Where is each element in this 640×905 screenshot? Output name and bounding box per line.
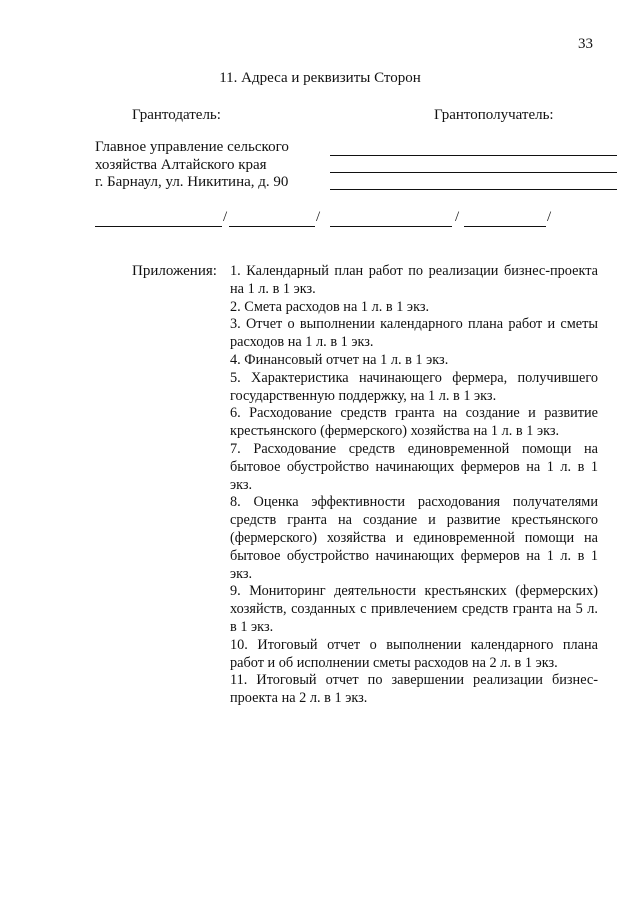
grantor-heading: Грантодатель: <box>132 107 221 123</box>
appendix-item: 4. Финансовый отчет на 1 л. в 1 экз. <box>230 351 449 368</box>
grantor-signature-line <box>95 226 222 227</box>
appendix-item: 1. Календарный план работ по реализации бизнес-проекта на 1 л. в 1 экз. <box>230 263 598 297</box>
appendix-item: 7. Расходование средств единовременной помощи на бытовое обустройство начинающих фермеров на 1 л. в 1 экз. <box>230 440 598 493</box>
appendix-item: 3. Отчет о выполнении календарного плана работ и сметы расходов на 1 л. в 1 экз. <box>230 316 598 351</box>
signature-slash: / <box>316 209 321 225</box>
appendix-label: Приложения: <box>132 263 217 279</box>
appendix-item: 8. Оценка эффективности расходования получателями средств гранта на создание и развитие крестьянского (фермерского) хозяйства и единовременной помощи на бытовое обустройство начинающих фермеров на 1 л. в 1 экз. <box>230 494 598 582</box>
section-title: 11. Адреса и реквизиты Сторон <box>219 70 421 86</box>
grantor-address-line: г. Барнаул, ул. Никитина, д. 90 <box>95 174 289 190</box>
grantor-address-line: Главное управление сельского <box>95 139 289 155</box>
appendix-item: 10. Итоговый отчет о выполнении календарного плана работ и об исполнении сметы расходов на 2 л. в 1 экз. <box>230 636 598 671</box>
grantee-name-line <box>464 226 546 227</box>
signature-slash: / <box>223 209 228 225</box>
grantor-address-line: хозяйства Алтайского края <box>95 156 267 173</box>
page-number: 33 <box>578 36 593 52</box>
grantee-signature-line <box>330 226 452 227</box>
appendix-item: 2. Смета расходов на 1 л. в 1 экз. <box>230 298 430 315</box>
appendix-item: 6. Расходование средств гранта на создание и развитие крестьянского (фермерского) хозяйства на 1 л. в 1 экз. <box>230 405 598 440</box>
appendix-item: 5. Характеристика начинающего фермера, получившего государственную поддержку, на 1 л. в 1 экз. <box>230 369 598 404</box>
signature-slash: / <box>455 209 460 225</box>
grantee-requisites-line <box>330 189 617 190</box>
appendix-item: 11. Итоговый отчет по завершении реализации бизнес-проекта на 2 л. в 1 экз. <box>230 672 598 707</box>
grantee-requisites-line <box>330 155 617 156</box>
appendix-list <box>230 263 598 708</box>
grantor-name-line <box>229 226 315 227</box>
appendix-item: 9. Мониторинг деятельности крестьянских (фермерских) хозяйств, созданных с привлечением средств гранта на 5 л. в 1 экз. <box>230 583 598 635</box>
grantee-requisites-line <box>330 172 617 173</box>
grantee-heading: Грантополучатель: <box>434 107 554 123</box>
grantor-address <box>95 139 289 192</box>
signature-slash: / <box>547 209 552 225</box>
